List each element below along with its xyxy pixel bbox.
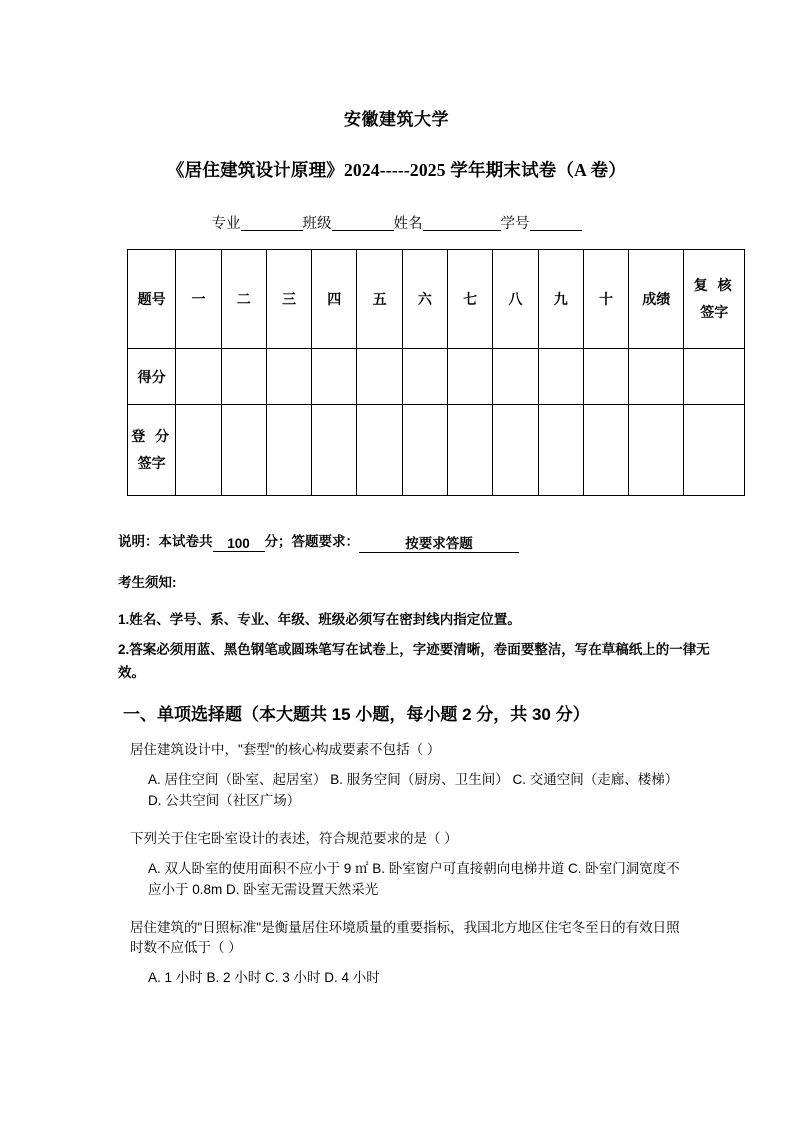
cell-sign-5[interactable] xyxy=(357,405,402,496)
notes-block xyxy=(118,530,718,691)
cell-sign-9[interactable] xyxy=(538,405,583,496)
cell-col-1: 一 xyxy=(176,250,221,349)
cell-col-5: 五 xyxy=(357,250,402,349)
cell-score-1[interactable] xyxy=(176,349,221,405)
question-list xyxy=(130,740,690,1006)
cell-sign-total[interactable] xyxy=(629,405,684,496)
cell-score-review[interactable] xyxy=(684,349,745,405)
cell-sign-3[interactable] xyxy=(266,405,311,496)
cell-score-10[interactable] xyxy=(583,349,628,405)
cell-col-4: 四 xyxy=(312,250,357,349)
record-sign-line1: 登 分 xyxy=(131,428,173,445)
name-input[interactable] xyxy=(423,214,501,231)
section-title-multiple-choice: 一、单项选择题（本大题共 15 小题，每小题 2 分，共 30 分） xyxy=(123,705,590,724)
major-label: 专业 xyxy=(211,216,241,232)
cell-score-total[interactable] xyxy=(629,349,684,405)
cell-score-2[interactable] xyxy=(221,349,266,405)
question-item xyxy=(130,918,690,990)
notice-item-2: 2.答案必须用蓝、黑色钢笔或圆珠笔写在试卷上，字迹要清晰，卷面要整洁，写在草稿纸上的一律无效。 xyxy=(118,641,710,681)
cell-sign-7[interactable] xyxy=(448,405,493,496)
cell-col-9: 九 xyxy=(538,250,583,349)
question-item xyxy=(130,740,690,812)
cell-col-6: 六 xyxy=(402,250,447,349)
cell-review-sign-label xyxy=(684,250,745,349)
student-info-line xyxy=(0,212,793,233)
cell-col-2: 二 xyxy=(221,250,266,349)
answer-requirement-value: 按要求答题 xyxy=(359,532,519,553)
cell-sign-4[interactable] xyxy=(312,405,357,496)
question-options: A. 1 小时 B. 2 小时 C. 3 小时 D. 4 小时 xyxy=(148,970,380,986)
cell-sign-8[interactable] xyxy=(493,405,538,496)
student-id-input[interactable] xyxy=(530,214,582,231)
class-input[interactable] xyxy=(332,214,394,231)
cell-sign-1[interactable] xyxy=(176,405,221,496)
paper-description xyxy=(118,530,718,553)
cell-sign-6[interactable] xyxy=(402,405,447,496)
cell-sign-2[interactable] xyxy=(221,405,266,496)
total-points-value: 100 xyxy=(213,536,265,552)
question-stem: 居住建筑的"日照标准"是衡量居住环境质量的重要指标，我国北方地区住宅冬至日的有效日照时数不应低于（ ） xyxy=(130,919,680,956)
student-id-label: 学号 xyxy=(500,216,530,232)
cell-question-no-label: 题号 xyxy=(128,250,176,349)
cell-score-3[interactable] xyxy=(266,349,311,405)
cell-score-4[interactable] xyxy=(312,349,357,405)
cell-col-8: 八 xyxy=(493,250,538,349)
cell-score-label: 得分 xyxy=(128,349,176,405)
cell-col-3: 三 xyxy=(266,250,311,349)
review-sign-line2: 签字 xyxy=(700,304,729,320)
table-row-score xyxy=(128,349,745,405)
candidate-notice-title: 考生须知: xyxy=(118,575,177,590)
cell-score-8[interactable] xyxy=(493,349,538,405)
class-label: 班级 xyxy=(302,216,332,232)
page-title: 《居住建筑设计原理》2024-----2025 学年期末试卷（A 卷） xyxy=(166,160,627,180)
table-row-header xyxy=(128,250,745,349)
question-stem: 居住建筑设计中，"套型"的核心构成要素不包括（ ） xyxy=(130,742,441,757)
name-label: 姓名 xyxy=(393,216,423,232)
cell-sign-review[interactable] xyxy=(684,405,745,496)
desc-middle: 分；答题要求： xyxy=(264,534,359,549)
cell-score-9[interactable] xyxy=(538,349,583,405)
question-item xyxy=(130,829,690,901)
record-sign-line2: 签字 xyxy=(137,455,166,471)
review-sign-line1: 复 核 xyxy=(693,277,735,294)
notice-item-1: 1.姓名、学号、系、专业、年级、班级必须写在密封线内指定位置。 xyxy=(118,612,521,627)
score-table xyxy=(127,249,745,496)
desc-prefix: 说明：本试卷共 xyxy=(118,534,213,549)
major-input[interactable] xyxy=(241,214,303,231)
table-row-record-sign xyxy=(128,405,745,496)
cell-col-10: 十 xyxy=(583,250,628,349)
question-stem: 下列关于住宅卧室设计的表述，符合规范要求的是（ ） xyxy=(130,830,458,846)
cell-total-label: 成绩 xyxy=(629,250,684,349)
cell-record-sign-label xyxy=(128,405,176,496)
cell-score-7[interactable] xyxy=(448,349,493,405)
question-options: A. 居住空间（卧室、起居室） B. 服务空间（厨房、卫生间） C. 交通空间（走廊、楼梯） D. 公共空间（社区广场） xyxy=(148,771,679,808)
cell-score-6[interactable] xyxy=(402,349,447,405)
cell-col-7: 七 xyxy=(448,250,493,349)
question-options: A. 双人卧室的使用面积不应小于 9 ㎡ B. 卧室窗户可直接朝向电梯井道 C. 卧室门洞宽度不应小于 0.8m D. 卧室无需设置天然采光 xyxy=(148,860,680,897)
cell-score-5[interactable] xyxy=(357,349,402,405)
cell-sign-10[interactable] xyxy=(583,405,628,496)
university-title: 安徽建筑大学 xyxy=(344,110,449,129)
